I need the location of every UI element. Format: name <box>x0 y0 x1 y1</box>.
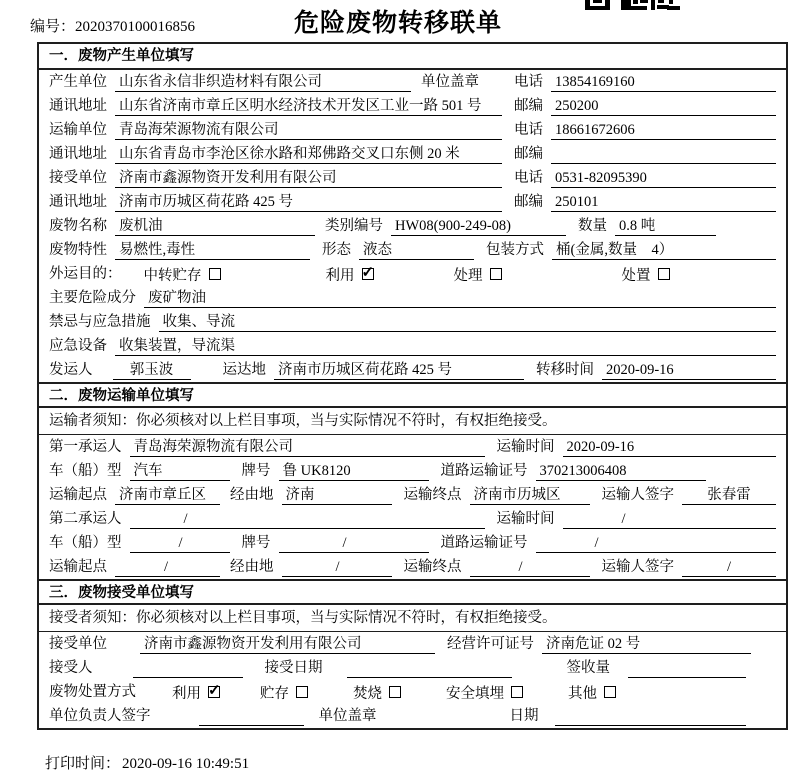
receiver-notice: 接受者须知：你必须核对以上栏目事项，当与实际情况不符时，有权拒绝接受。 <box>39 605 786 632</box>
checkbox-dispose <box>658 268 670 280</box>
row-disposal-method <box>39 680 786 704</box>
character-value: 易燃性,毒性 <box>115 240 310 260</box>
packing-value: 桶(金属,数量 4） <box>552 240 776 260</box>
shipper-label: 发运人 <box>49 362 93 378</box>
end2-value: / <box>470 557 590 577</box>
page-title: 危险废物转移联单 <box>293 10 502 37</box>
equipment-value: 收集装置，导流渠 <box>115 336 776 356</box>
end2-label: 运输终点 <box>403 559 462 575</box>
disposal-option-incinerate-label: 焚烧 <box>353 685 382 702</box>
end1-label: 运输终点 <box>403 487 462 503</box>
receiver-label: 接受单位 <box>49 170 107 186</box>
plate1-value: 鲁 UK8120 <box>279 461 429 481</box>
zip2-value <box>551 144 776 164</box>
row-route2 <box>39 555 786 579</box>
sign2-value: / <box>682 557 776 577</box>
addr2-label: 通讯地址 <box>49 146 107 162</box>
accept-date-value <box>347 658 512 678</box>
hazard-label: 主要危险成分 <box>49 290 136 306</box>
transfer-date-label: 转移时间 <box>536 362 594 378</box>
received-qty-value <box>628 658 746 678</box>
serial-value: 2020370100016856 <box>75 19 196 35</box>
zip1-value: 250200 <box>551 96 776 116</box>
date-value <box>555 706 747 726</box>
plate2-label: 牌号 <box>241 535 271 551</box>
row-shipper <box>39 358 786 382</box>
carrier1-label: 第一承运人 <box>49 439 122 455</box>
row-waste-character <box>39 238 786 262</box>
license1-value: 370213006408 <box>536 461 707 481</box>
disposal-option-store-label: 贮存 <box>260 685 289 702</box>
purpose-label: 外运目的： <box>49 266 122 282</box>
sign1-label: 运输人签字 <box>601 487 674 503</box>
row-waste-name <box>39 214 786 238</box>
accept-date-label: 接受日期 <box>264 660 323 676</box>
purpose-option-treat-label: 处理 <box>453 267 483 284</box>
origin1-value: 济南市章丘区 <box>115 485 220 505</box>
print-time-value: 2020-09-16 10:49:51 <box>122 756 250 772</box>
quantity-value: 0.8 吨 <box>615 216 716 236</box>
transfer-date-value: 2020-09-16 <box>602 360 776 380</box>
print-time-label: 打印时间： <box>45 756 121 772</box>
origin1-label: 运输起点 <box>49 487 107 503</box>
form-value: 液态 <box>359 240 474 260</box>
permit-value: 济南危证 02 号 <box>542 634 751 654</box>
plate2-value: / <box>279 533 429 553</box>
checkbox-disposal-other <box>604 686 616 698</box>
addr3-label: 通讯地址 <box>49 194 107 210</box>
manager-sign-label: 单位负责人签字 <box>49 708 151 724</box>
row-producer-address <box>39 94 786 118</box>
acceptor-label: 接受人 <box>49 660 93 676</box>
time1-value: 2020-09-16 <box>563 437 777 457</box>
disposal-option-landfill-label: 安全填埋 <box>446 685 504 702</box>
via1-value: 济南 <box>282 485 392 505</box>
purpose-option-transfer-storage <box>144 264 221 284</box>
row-receiver <box>39 166 786 190</box>
purpose-option-utilize-label: 利用 <box>325 267 355 284</box>
acceptor-value <box>133 658 243 678</box>
serial-label: 编号： <box>30 19 76 35</box>
carrier2-value: / <box>130 509 485 529</box>
section1-title: 一．废物产生单位填写 <box>39 44 786 70</box>
via2-value: / <box>282 557 392 577</box>
checkbox-disposal-incinerate <box>389 686 401 698</box>
disposal-option-store <box>260 682 308 702</box>
row-carrier1 <box>39 435 786 459</box>
purpose-option-treat <box>454 264 502 284</box>
addr3-value: 济南市历城区荷花路 425 号 <box>115 192 502 212</box>
destination-value: 济南市历城区荷花路 425 号 <box>274 360 524 380</box>
row-transporter <box>39 118 786 142</box>
addr1-label: 通讯地址 <box>49 98 107 114</box>
qr-code-fragment <box>585 0 680 10</box>
producer-label: 产生单位 <box>49 74 107 90</box>
phone2-value: 18661672606 <box>551 120 776 140</box>
hazard-value: 废矿物油 <box>144 288 776 308</box>
row-hazard-component <box>39 286 786 310</box>
receiver-value: 济南市鑫源物资开发利用有限公司 <box>115 168 502 188</box>
manager-sign-value <box>199 706 304 726</box>
checkbox-disposal-store <box>296 686 308 698</box>
row-emergency-equipment <box>39 334 786 358</box>
date-label: 日期 <box>509 708 539 724</box>
shipper-value: 郭玉波 <box>113 360 191 380</box>
phone2-label: 电话 <box>514 122 543 138</box>
permit-label: 经营许可证号 <box>447 636 534 652</box>
section2-title: 二．废物运输单位填写 <box>39 382 786 408</box>
transporter-notice: 运输者须知：你必须核对以上栏目事项，当与实际情况不符时，有权拒绝接受。 <box>39 408 786 435</box>
row-acceptor <box>39 656 786 680</box>
license2-value: / <box>536 533 777 553</box>
accept-unit-value: 济南市鑫源物资开发利用有限公司 <box>140 634 435 654</box>
plate1-label: 牌号 <box>241 463 271 479</box>
addr2-value: 山东省青岛市李沧区徐水路和郑佛路交叉口东侧 20 米 <box>115 144 502 164</box>
unit-seal-label: 单位盖章 <box>421 74 479 90</box>
zip1-label: 邮编 <box>514 98 543 114</box>
row-transporter-address <box>39 142 786 166</box>
time2-value: / <box>563 509 777 529</box>
unit-seal2-label: 单位盖章 <box>318 708 377 724</box>
waste-name-value: 废机油 <box>115 216 315 236</box>
checkbox-utilize <box>362 268 374 280</box>
license2-label: 道路运输证号 <box>440 535 528 551</box>
time2-label: 运输时间 <box>496 511 555 527</box>
row-route1 <box>39 483 786 507</box>
vehicle2-label: 车（船）型 <box>49 535 122 551</box>
row-accept-unit <box>39 632 786 656</box>
row-receiver-address <box>39 190 786 214</box>
document-header <box>0 0 796 42</box>
form-label: 形态 <box>322 242 351 258</box>
row-emergency-measures <box>39 310 786 334</box>
checkbox-disposal-utilize <box>208 686 220 698</box>
time1-label: 运输时间 <box>496 439 555 455</box>
sign2-label: 运输人签字 <box>601 559 674 575</box>
carrier1-value: 青岛海荣源物流有限公司 <box>130 437 485 457</box>
purpose-option-transfer-storage-label: 中转贮存 <box>143 267 202 284</box>
vehicle2-value: / <box>130 533 230 553</box>
purpose-option-dispose <box>622 264 670 284</box>
purpose-option-utilize <box>326 264 374 284</box>
character-label: 废物特性 <box>49 242 107 258</box>
row-carrier2 <box>39 507 786 531</box>
category-label: 类别编号 <box>325 218 383 234</box>
end1-value: 济南市历城区 <box>470 485 590 505</box>
sign1-value: 张春雷 <box>682 485 776 505</box>
zip3-value: 250101 <box>551 192 776 212</box>
license1-label: 道路运输证号 <box>440 463 528 479</box>
packing-label: 包装方式 <box>486 242 544 258</box>
via1-label: 经由地 <box>230 487 274 503</box>
via2-label: 经由地 <box>230 559 274 575</box>
accept-unit-label: 接受单位 <box>49 636 107 652</box>
phone3-value: 0531-82095390 <box>551 168 776 188</box>
addr1-value: 山东省济南市章丘区明水经济技术开发区工业一路 501 号 <box>115 96 502 116</box>
checkbox-disposal-landfill <box>511 686 523 698</box>
disposal-option-utilize <box>172 682 220 702</box>
checkbox-treat <box>490 268 502 280</box>
checkbox-transfer-storage <box>209 268 221 280</box>
section3-title: 三．废物接受单位填写 <box>39 579 786 605</box>
vehicle1-value: 汽车 <box>130 461 230 481</box>
equipment-label: 应急设备 <box>49 338 107 354</box>
row-manager-signature <box>39 704 786 728</box>
waste-name-label: 废物名称 <box>49 218 107 234</box>
phone1-value: 13854169160 <box>551 72 776 92</box>
disposal-option-landfill <box>446 682 523 702</box>
disposal-option-other-label: 其他 <box>568 685 597 702</box>
quantity-label: 数量 <box>578 218 607 234</box>
zip2-label: 邮编 <box>514 146 543 162</box>
purpose-option-dispose-label: 处置 <box>621 267 651 284</box>
emergency-value: 收集、导流 <box>159 312 777 332</box>
phone3-label: 电话 <box>514 170 543 186</box>
transporter-label: 运输单位 <box>49 122 107 138</box>
row-purpose <box>39 262 786 286</box>
row-producer <box>39 70 786 94</box>
disposal-label: 废物处置方式 <box>49 684 136 700</box>
received-qty-label: 签收量 <box>566 660 610 676</box>
row-vehicle2 <box>39 531 786 555</box>
vehicle1-label: 车（船）型 <box>49 463 122 479</box>
producer-value: 山东省永信非织造材料有限公司 <box>115 72 411 92</box>
row-vehicle1 <box>39 459 786 483</box>
carrier2-label: 第二承运人 <box>49 511 122 527</box>
zip3-label: 邮编 <box>514 194 543 210</box>
origin2-label: 运输起点 <box>49 559 107 575</box>
emergency-label: 禁忌与应急措施 <box>49 314 151 330</box>
destination-label: 运达地 <box>222 362 266 378</box>
disposal-option-incinerate <box>353 682 401 702</box>
print-time <box>45 752 251 773</box>
disposal-option-utilize-label: 利用 <box>172 685 201 702</box>
phone1-label: 电话 <box>514 74 543 90</box>
transporter-value: 青岛海荣源物流有限公司 <box>115 120 502 140</box>
manifest-form <box>37 42 788 730</box>
origin2-value: / <box>115 557 220 577</box>
disposal-option-other <box>568 682 616 702</box>
category-value: HW08(900-249-08) <box>391 216 566 236</box>
